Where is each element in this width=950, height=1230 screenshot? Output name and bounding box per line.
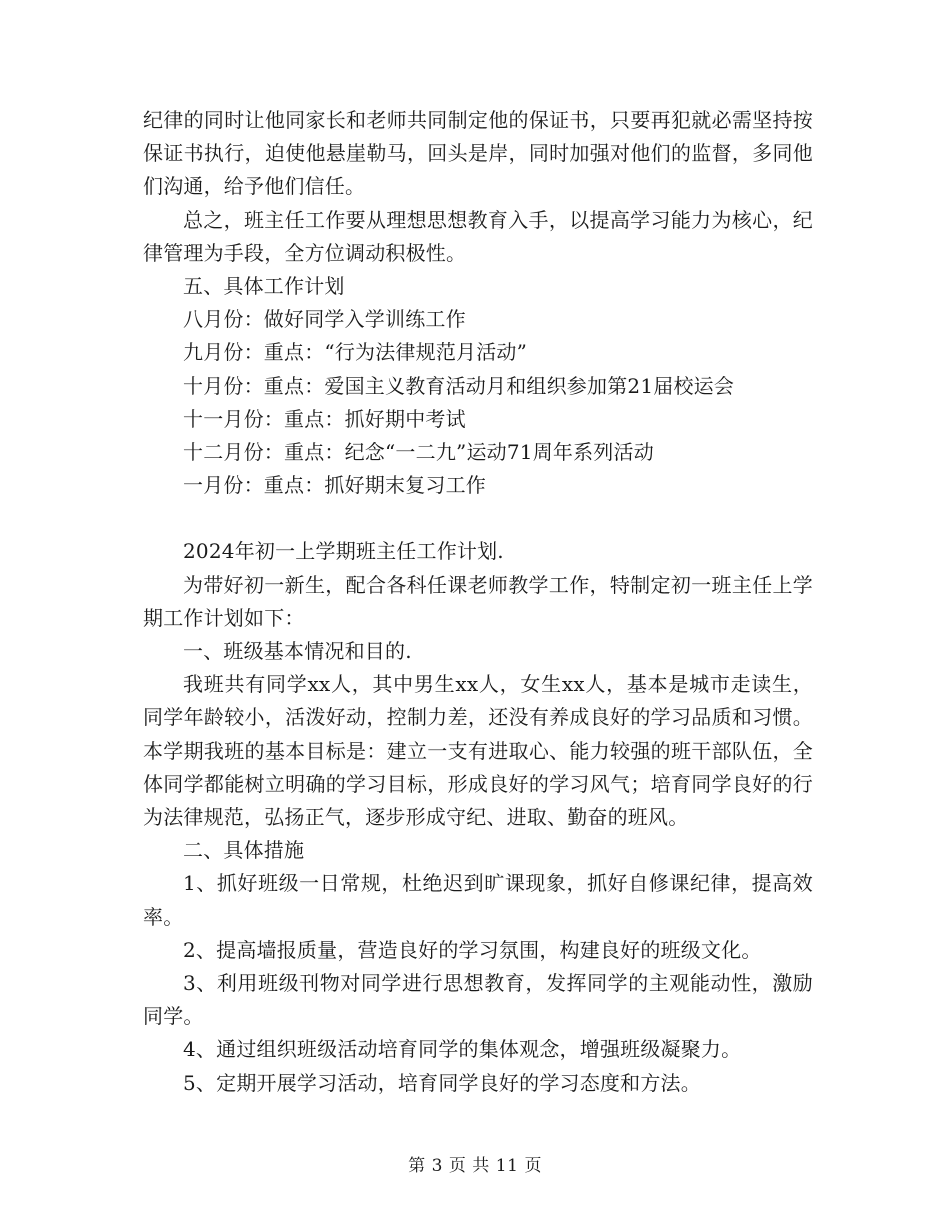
footer-total-pages: 11 xyxy=(495,1156,519,1176)
list-item: 5、定期开展学习活动，培育同学良好的学习态度和方法。 xyxy=(183,1070,701,1095)
list-item: 1、抓好班级一日常规，杜绝迟到旷课现象，抓好自修课纪律，提高效率。 xyxy=(143,871,813,929)
paragraph: 为带好初一新生，配合各科任课老师教学工作，特制定初一班主任上学期工作计划如下： xyxy=(143,572,813,630)
list-item: 十一月份：重点：抓好期中考试 xyxy=(183,406,466,431)
section-heading: 五、具体工作计划 xyxy=(183,274,345,299)
footer-page-number: 3 xyxy=(431,1156,443,1176)
document-title: 2024年初一上学期班主任工作计划. xyxy=(183,539,504,564)
paragraph: 总之，班主任工作要从理想思想教育入手，以提高学习能力为核心，纪律管理为手段，全方位调动积极性。 xyxy=(143,207,813,265)
document-body xyxy=(143,104,813,1100)
paragraph: 纪律的同时让他同家长和老师共同制定他的保证书，只要再犯就必需坚持按保证书执行，迫使他悬崖勒马，回头是岸，同时加强对他们的监督，多同他们沟通，给予他们信任。 xyxy=(143,108,813,199)
paragraph: 我班共有同学xx人，其中男生xx人，女生xx人，基本是城市走读生，同学年龄较小，活泼好动，控制力差，还没有养成良好的学习品质和习惯。本学期我班的基本目标是：建立一支有进取心、能力较强的班干部队伍，全体同学都能树立明确的学习目标，形成良好的学习风气；培育同学良好的行为法律规范，弘扬正气，逐步形成守纪、进取、勤奋的班风。 xyxy=(143,672,813,830)
list-item: 十二月份：重点：纪念“一二九”运动71周年系列活动 xyxy=(183,440,654,465)
section-heading: 二、具体措施 xyxy=(183,838,305,863)
list-item: 九月份：重点：“行为法律规范月活动” xyxy=(183,340,528,365)
list-item: 十月份：重点：爱国主义教育活动月和组织参加第21届校运会 xyxy=(183,373,735,398)
list-item: 八月份：做好同学入学训练工作 xyxy=(183,307,466,332)
list-item: 2、提高墙报质量，营造良好的学习氛围，构建良好的班级文化。 xyxy=(183,937,762,962)
blank-line xyxy=(143,502,813,535)
list-item: 4、通过组织班级活动培育同学的集体观念，增强班级凝聚力。 xyxy=(183,1037,742,1062)
list-item: 3、利用班级刊物对同学进行思想教育，发挥同学的主观能动性，激励同学。 xyxy=(143,971,813,1029)
section-heading: 一、班级基本情况和目的. xyxy=(183,639,412,664)
list-item: 一月份：重点：抓好期末复习工作 xyxy=(183,473,486,498)
footer-suffix: 页 xyxy=(524,1156,542,1176)
footer-prefix: 第 xyxy=(408,1156,426,1176)
footer-middle: 页 共 xyxy=(448,1156,490,1176)
page-footer xyxy=(0,1155,950,1177)
